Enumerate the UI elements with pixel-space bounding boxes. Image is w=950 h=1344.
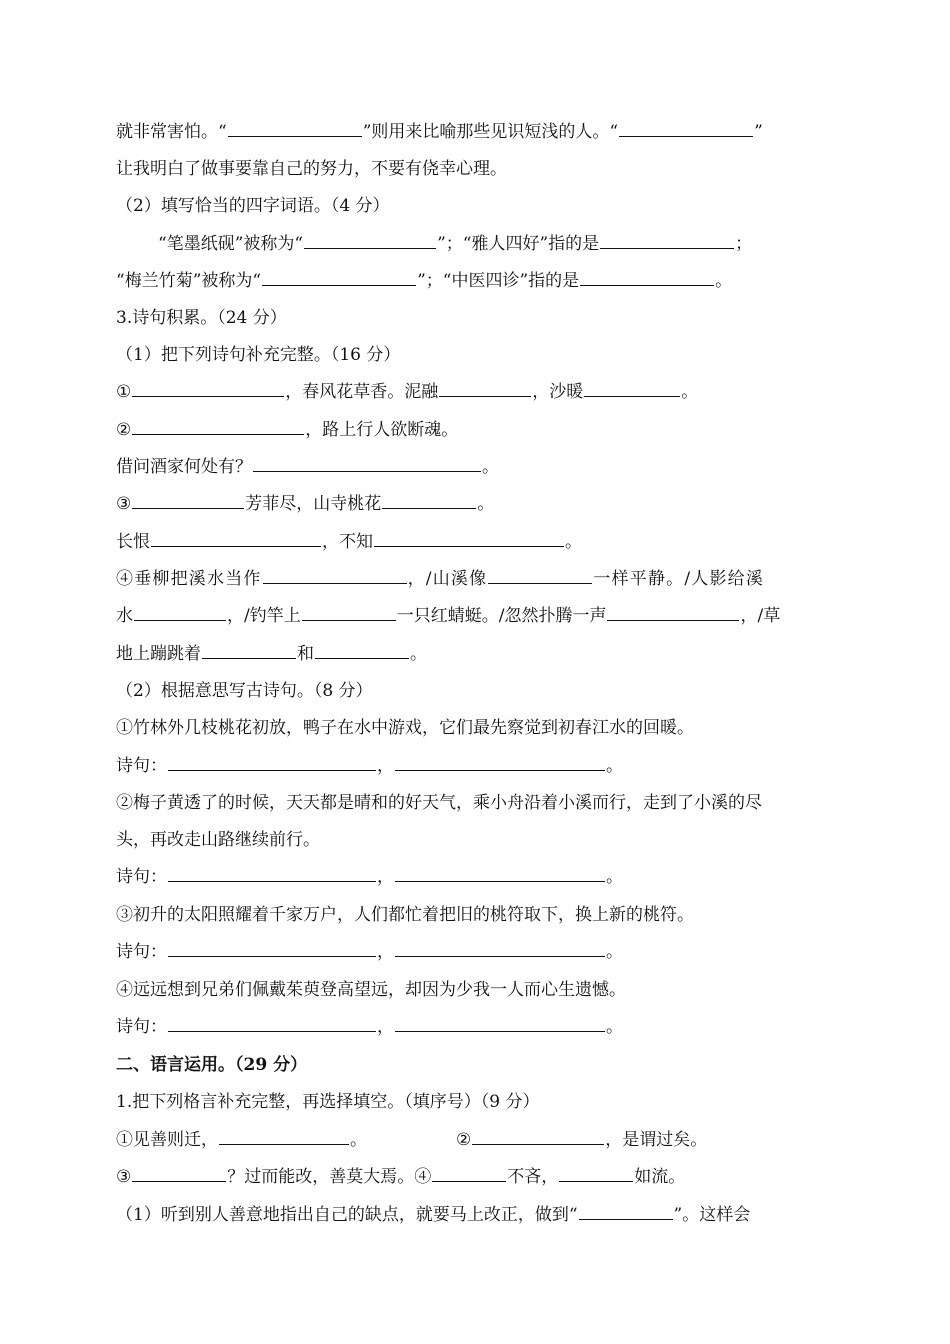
text: ② <box>116 420 132 440</box>
line-12 <box>116 530 582 554</box>
text: 。 <box>482 457 499 477</box>
answer-blank[interactable] <box>382 492 476 509</box>
text: ④垂柳把溪水当作 <box>116 569 262 589</box>
answer-blank[interactable] <box>600 232 734 249</box>
answer-blank[interactable] <box>395 940 605 957</box>
text: ③ <box>116 494 132 514</box>
answer-blank[interactable] <box>263 567 407 584</box>
answer-blank[interactable] <box>607 604 739 621</box>
answer-blank[interactable] <box>432 1165 506 1182</box>
text: 借问酒家何处有？ <box>116 457 252 477</box>
answer-blank[interactable] <box>619 120 753 137</box>
poem-answer-line <box>116 1015 623 1039</box>
text: ？过而能改，善莫大焉。④ <box>227 1167 432 1187</box>
text: 和 <box>297 644 314 664</box>
text: 诗句： <box>116 1017 167 1037</box>
answer-blank[interactable] <box>132 380 284 397</box>
text: ①见善则迁， <box>116 1130 218 1150</box>
text: ，是谓过矣。 <box>605 1130 708 1150</box>
text: 。 <box>606 756 623 776</box>
text: ，春风花草香。泥融 <box>285 382 439 402</box>
text: ，路上行人欲断魂。 <box>305 420 459 440</box>
answer-blank[interactable] <box>219 1128 349 1145</box>
text: 就非常害怕。“ <box>116 122 227 142</box>
poem-answer-line <box>116 940 623 964</box>
line-2: 让我明白了做事要靠自己的努力，不要有侥幸心理。 <box>116 159 507 179</box>
section-heading: 3.诗句积累。（24 分） <box>116 308 287 328</box>
text: ； <box>735 234 753 254</box>
answer-blank[interactable] <box>168 940 376 957</box>
answer-blank[interactable] <box>315 642 409 659</box>
text: 水 <box>116 606 133 626</box>
line-13 <box>116 567 764 591</box>
answer-blank[interactable] <box>202 642 296 659</box>
line-5 <box>116 269 732 293</box>
line-19: ②梅子黄透了的时候，天天都是晴和的好天气，乘小舟沿着小溪而行，走到了小溪的尽 <box>116 793 762 813</box>
answer-blank[interactable] <box>580 269 714 286</box>
line-29 <box>116 1165 685 1189</box>
text: 不吝， <box>507 1167 559 1187</box>
line-20: 头，再改走山路继续前行。 <box>116 830 320 850</box>
answer-blank[interactable] <box>395 1015 605 1032</box>
text: ，沙暖 <box>532 382 584 402</box>
line-9 <box>116 418 458 442</box>
line-1 <box>116 120 763 144</box>
line-4 <box>158 232 752 256</box>
section-heading: （2）填写恰当的四字词语。（4 分） <box>116 196 390 216</box>
text: ”则用来比喻那些见识短浅的人。“ <box>362 122 619 142</box>
text: ”；“雅人四好”指的是 <box>437 234 600 254</box>
answer-blank[interactable] <box>262 269 416 286</box>
text: ， <box>377 756 394 776</box>
poem-answer-line <box>116 865 623 889</box>
text: （1）听到别人善意地指出自己的缺点，就要马上改正，做到“ <box>116 1205 578 1225</box>
text: ，/草 <box>740 606 781 626</box>
answer-blank[interactable] <box>132 492 244 509</box>
text: 地上蹦跳着 <box>116 644 201 664</box>
text: 。 <box>606 867 623 887</box>
text: 。 <box>715 271 733 291</box>
answer-blank[interactable] <box>168 754 376 771</box>
text: ”；“中医四诊”指的是 <box>417 271 580 291</box>
text: 一样平静。/人影给溪 <box>593 569 765 589</box>
text: ， <box>377 1017 394 1037</box>
part-heading: 二、语言运用。（29 分） <box>116 1055 308 1075</box>
answer-blank[interactable] <box>228 120 362 137</box>
text: 诗句： <box>116 756 167 776</box>
text: ，/山溪像 <box>407 569 488 589</box>
section-heading: （2）根据意思写古诗句。（8 分） <box>116 681 373 701</box>
text: 如流。 <box>634 1167 686 1187</box>
text: 。 <box>350 1130 367 1150</box>
answer-blank[interactable] <box>439 380 531 397</box>
text: 。 <box>681 382 699 402</box>
line-10 <box>116 455 499 479</box>
answer-blank[interactable] <box>168 865 376 882</box>
answer-blank[interactable] <box>168 1015 376 1032</box>
line-8 <box>116 380 698 404</box>
text: ，/钓竿上 <box>227 606 301 626</box>
answer-blank[interactable] <box>395 865 605 882</box>
line-11 <box>116 492 494 516</box>
text: “梅兰竹菊”被称为“ <box>116 271 262 291</box>
line-17: ①竹林外几枝桃花初放，鸭子在水中游戏，它们最先察觉到初春江水的回暖。 <box>116 718 694 738</box>
text: ① <box>116 382 132 402</box>
text: 长恨 <box>116 532 150 552</box>
answer-blank[interactable] <box>374 530 564 547</box>
answer-blank[interactable] <box>472 1128 604 1145</box>
answer-blank[interactable] <box>579 1203 673 1220</box>
text: ， <box>377 867 394 887</box>
answer-blank[interactable] <box>304 232 436 249</box>
answer-blank[interactable] <box>132 1165 226 1182</box>
poem-answer-line <box>116 754 623 778</box>
answer-blank[interactable] <box>134 604 226 621</box>
answer-blank[interactable] <box>488 567 592 584</box>
answer-blank[interactable] <box>132 418 304 435</box>
text: 。 <box>606 942 623 962</box>
text: 芳菲尽，山寺桃花 <box>245 494 382 514</box>
text: ”。这样会 <box>673 1205 751 1225</box>
text: 一只红蜻蜓。/忽然扑腾一声 <box>396 606 607 626</box>
text: ③ <box>116 1167 132 1187</box>
line-28 <box>116 1128 367 1152</box>
line-28-right <box>456 1128 707 1152</box>
text: 。 <box>477 494 495 514</box>
text: 。 <box>565 532 582 552</box>
answer-blank[interactable] <box>302 604 396 621</box>
answer-blank[interactable] <box>395 754 605 771</box>
line-22: ③初升的太阳照耀着千家万户，人们都忙着把旧的桃符取下，换上新的桃符。 <box>116 905 694 925</box>
section-heading: （1）把下列诗句补充完整。（16 分） <box>116 345 401 365</box>
answer-blank[interactable] <box>559 1165 633 1182</box>
answer-blank[interactable] <box>253 455 481 472</box>
line-14 <box>116 604 780 628</box>
text: 。 <box>410 644 427 664</box>
text: 诗句： <box>116 867 167 887</box>
answer-blank[interactable] <box>151 530 321 547</box>
text: ② <box>456 1130 472 1150</box>
line-24: ④远远想到兄弟们佩戴茱萸登高望远，却因为少我一人而心生遗憾。 <box>116 980 626 1000</box>
answer-blank[interactable] <box>584 380 680 397</box>
text: ” <box>754 122 763 142</box>
text: ， <box>377 942 394 962</box>
text: “笔墨纸砚”被称为“ <box>158 234 304 254</box>
line-15 <box>116 642 427 666</box>
line-30 <box>116 1203 750 1227</box>
text: 。 <box>606 1017 623 1037</box>
text: 诗句： <box>116 942 167 962</box>
text: ，不知 <box>322 532 373 552</box>
section-heading: 1.把下列格言补充完整，再选择填空。（填序号）（9 分） <box>116 1092 540 1112</box>
